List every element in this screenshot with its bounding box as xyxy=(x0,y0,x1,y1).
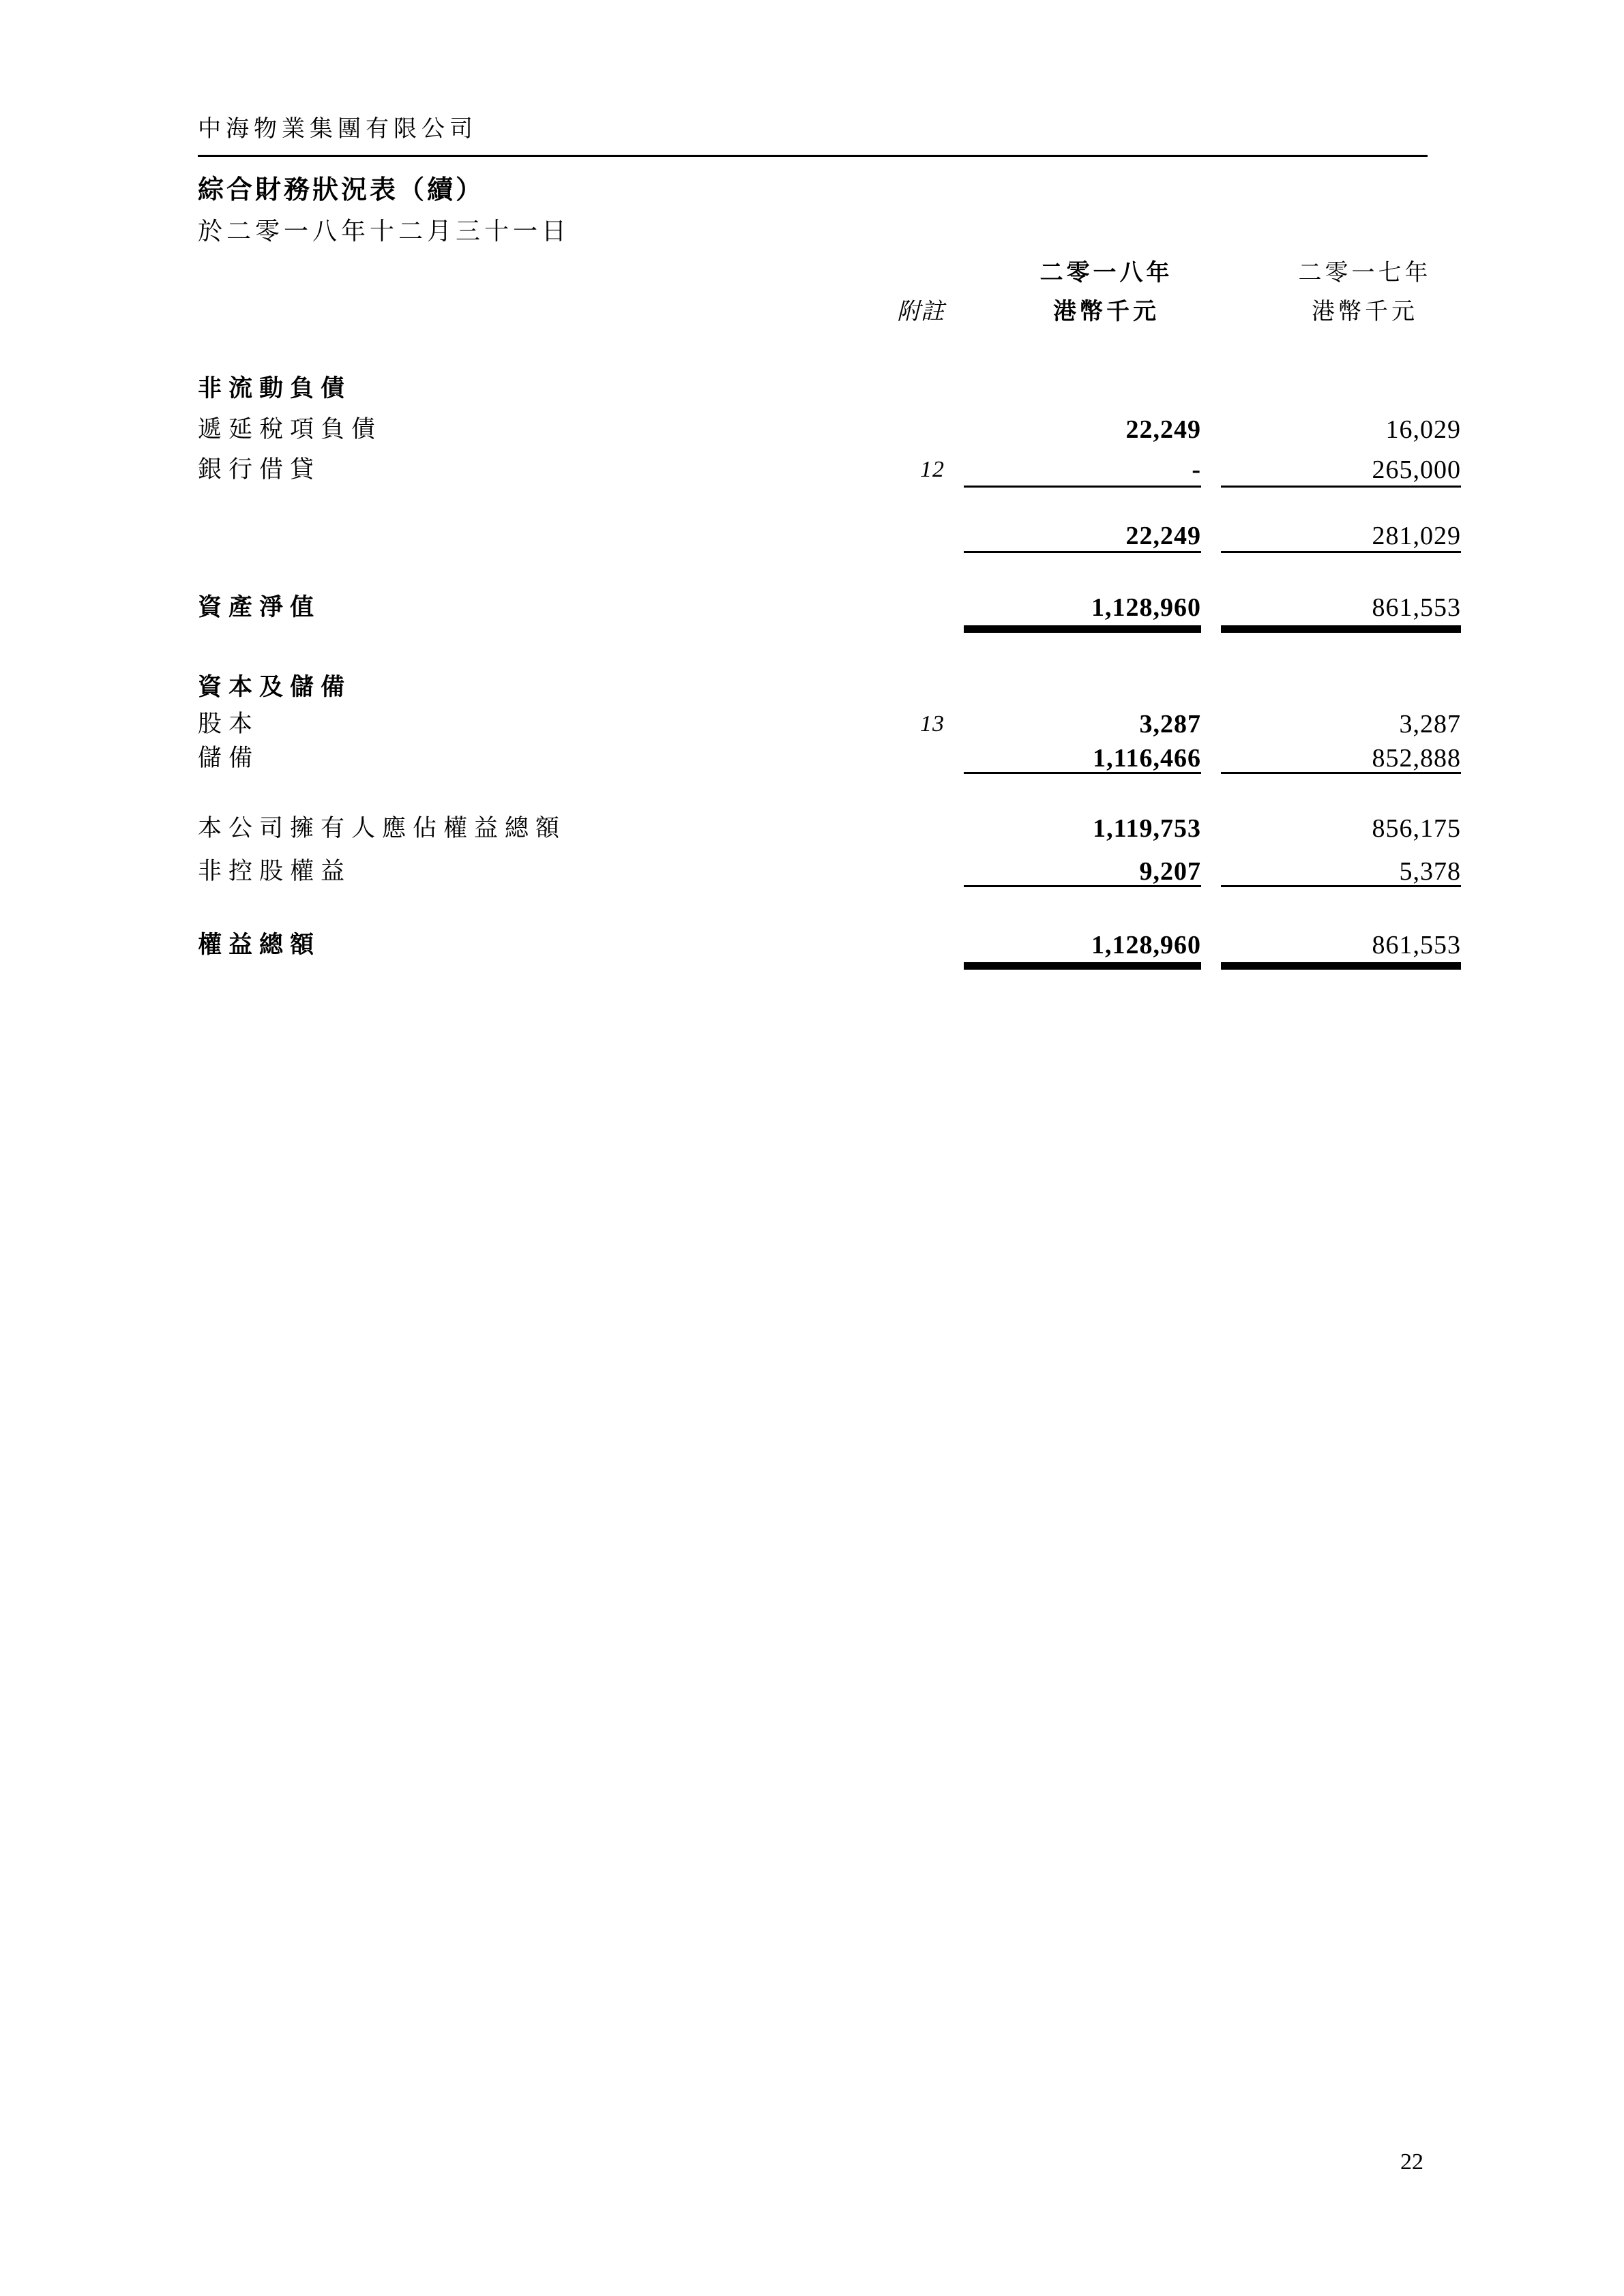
rule-after-noncurrent-subtotal xyxy=(198,551,1461,553)
rule-after-bank-borrowings xyxy=(198,486,1461,488)
value-2017: 265,000 xyxy=(1372,456,1461,484)
row-label: 儲備 xyxy=(198,745,260,771)
section-heading: 資本及儲備 xyxy=(198,674,352,700)
value-2018: 1,128,960 xyxy=(1091,593,1201,622)
row-label: 權益總額 xyxy=(198,931,321,958)
row-label: 銀行借貸 xyxy=(198,456,321,483)
row-label: 股本 xyxy=(198,711,260,737)
section-heading: 非流動負債 xyxy=(198,375,352,402)
note-reference: 13 xyxy=(920,711,945,736)
value-2018: 3,287 xyxy=(1139,710,1201,739)
row-equity-owners xyxy=(198,815,1461,842)
col-2017-unit-label: 港幣千元 xyxy=(1312,299,1418,325)
row-label: 遞延稅項負債 xyxy=(198,416,383,443)
row-total-equity xyxy=(198,931,1461,959)
double-rule-net-assets xyxy=(198,625,1461,633)
value-2017: 5,378 xyxy=(1399,857,1461,886)
row-deferred-tax xyxy=(198,416,1461,443)
col-2017-year-label: 二零一七年 xyxy=(1298,260,1432,286)
value-2018: - xyxy=(1192,456,1201,484)
page-content xyxy=(198,0,1461,970)
row-label: 非控股權益 xyxy=(198,858,352,884)
value-2018: 1,116,466 xyxy=(1093,744,1201,773)
row-share-capital xyxy=(198,711,1461,738)
rule-after-reserves xyxy=(198,772,1461,774)
column-header-unit-row xyxy=(198,299,1461,326)
row-bank-borrowings xyxy=(198,456,1461,483)
value-2017: 852,888 xyxy=(1372,744,1461,773)
statement-title: 綜合財務狀況表（續） xyxy=(198,176,485,205)
value-2018: 1,128,960 xyxy=(1091,931,1201,959)
double-rule-total-equity xyxy=(198,962,1461,970)
value-2017: 861,553 xyxy=(1372,593,1461,622)
header-rule xyxy=(198,155,1428,157)
row-net-assets xyxy=(198,594,1461,621)
row-label: 資產淨值 xyxy=(198,594,321,621)
col-2018-year-label: 二零一八年 xyxy=(1039,260,1173,286)
column-header-year-row xyxy=(198,260,1461,287)
rule-after-non-controlling xyxy=(198,885,1461,887)
note-reference: 12 xyxy=(920,457,945,482)
row-capital-reserves-heading xyxy=(198,674,1461,701)
value-2018: 22,249 xyxy=(1125,415,1201,444)
value-2017: 856,175 xyxy=(1372,814,1461,843)
row-noncurrent-subtotal xyxy=(198,522,1461,550)
row-reserves xyxy=(198,745,1461,772)
value-2017: 861,553 xyxy=(1372,931,1461,959)
page-number: 22 xyxy=(1400,2149,1423,2175)
company-name: 中海物業集團有限公司 xyxy=(198,117,477,142)
col-2018-unit-label: 港幣千元 xyxy=(1053,299,1160,325)
value-2017: 281,029 xyxy=(1372,522,1461,550)
row-non-controlling-interests xyxy=(198,858,1461,885)
value-2018: 1,119,753 xyxy=(1093,814,1201,843)
value-2018: 22,249 xyxy=(1125,522,1201,550)
row-label: 本公司擁有人應佔權益總額 xyxy=(198,815,567,841)
row-noncurrent-liabilities-heading xyxy=(198,375,1461,402)
value-2017: 3,287 xyxy=(1399,710,1461,739)
statement-date: 於二零一八年十二月三十一日 xyxy=(198,218,571,245)
note-column-header: 附註 xyxy=(897,299,945,325)
value-2018: 9,207 xyxy=(1139,857,1201,886)
value-2017: 16,029 xyxy=(1385,415,1461,444)
